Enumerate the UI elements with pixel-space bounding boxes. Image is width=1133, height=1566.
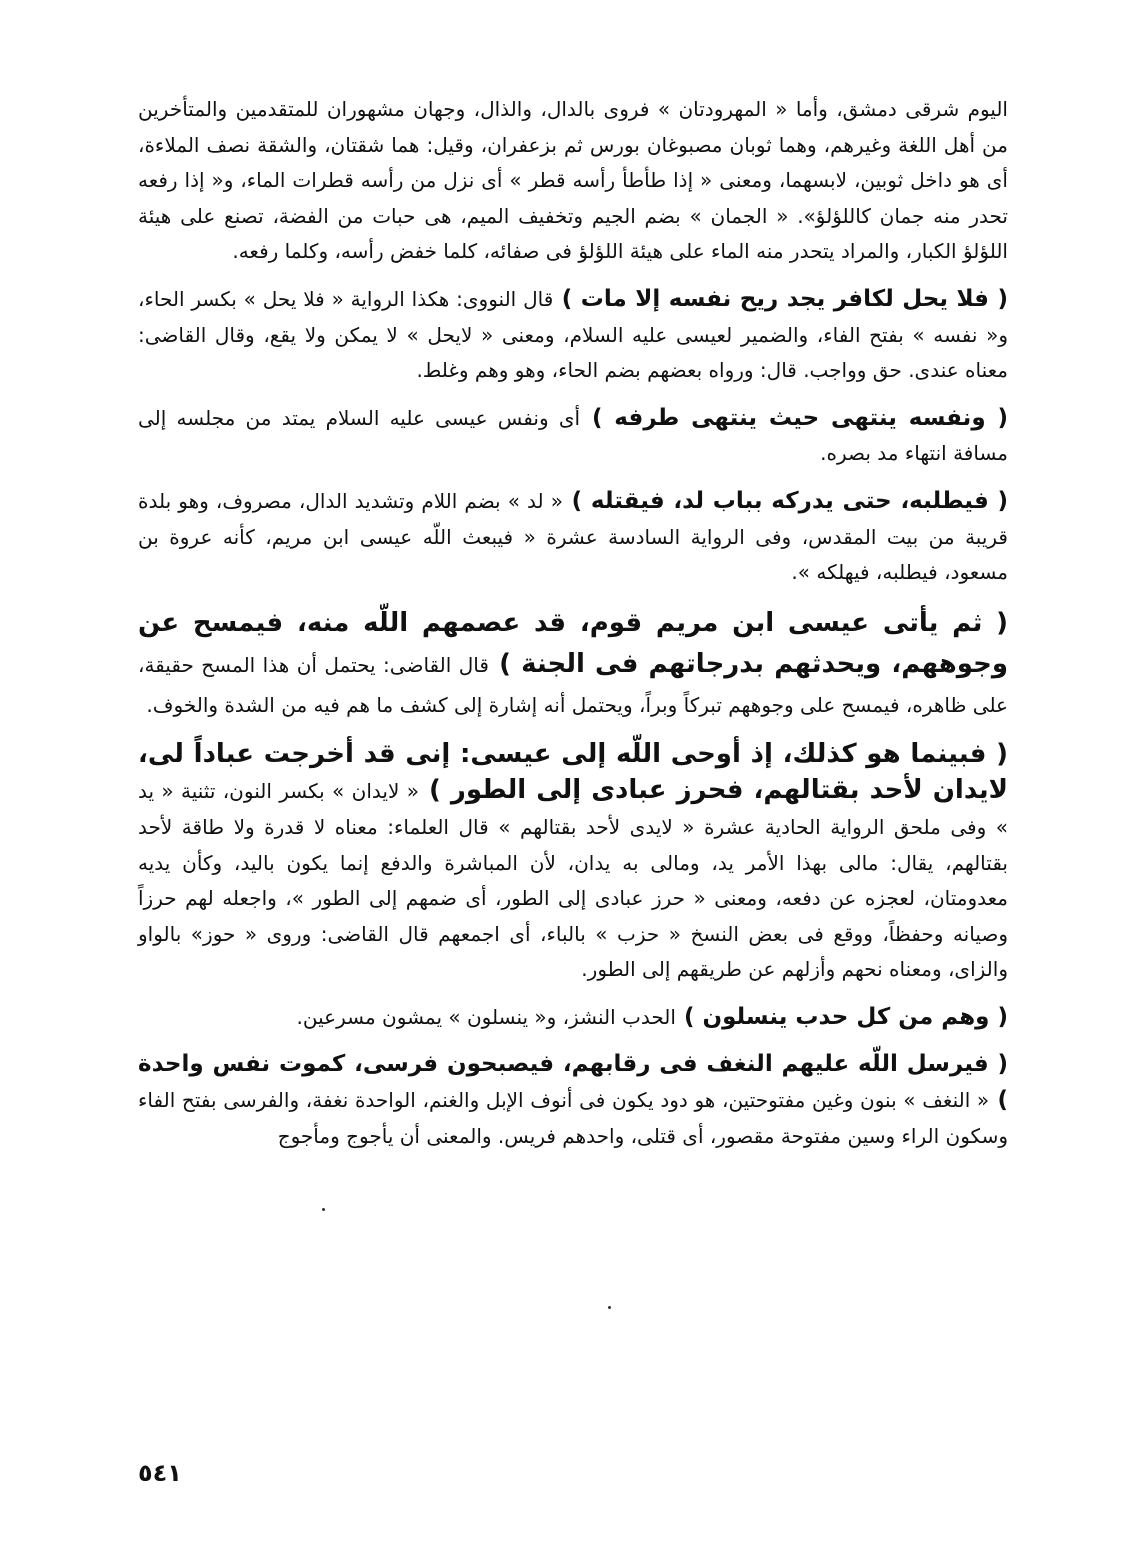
paragraph-6 xyxy=(138,737,1008,988)
paragraph-8-heading: ( فيرسل اللّه عليهم النغف فى رقابهم، فيصبحون فرسى، كموت نفس واحدة ) xyxy=(138,1051,1008,1114)
paragraph-7 xyxy=(138,1000,1008,1036)
paragraph-2-body: قال النووى: هكذا الرواية « فلا يحل » بكسر الحاء، و« نفسه » بفتح الفاء، والضمير لعيسى عليه السلام، ومعنى « لايحل » لا يمكن ولا يقع، وقال القاضى: معناه عندى. حق وواجب. قال: ورواه بعضهم بضم الحاء، وهو وهم وغلط. xyxy=(138,286,1008,383)
paragraph-8 xyxy=(138,1047,1008,1154)
paragraph-8-body: « النغف » بنون وغين مفتوحتين، هو دود يكون فى أنوف الإبل والغنم، الواحدة نغفة، والفرسى بفتح الفاء وسكون الراء وسين مفتوحة مقصور، أى قتلى، واحدهم فريس. والمعنى أن يأجوج ومأجوج xyxy=(138,1088,1008,1148)
paragraph-1-body: اليوم شرقى دمشق، وأما « المهرودتان » فروى بالدال، والذال، وجهان مشهوران للمتقدمين والمتأخرين من أهل اللغة وغيرهم، وهما ثوبان مصبوغان بورس ثم بزعفران، وقيل: هما شقتان، والشقة نصف الملاءة، أى هو داخل ثوبين، لابسهما، ومعنى « إذا طأطأ رأسه قطر » أى نزل من رأسه قطرات الماء، و« إذا رفعه تحدر منه جمان كاللؤلؤ». « الجمان » بضم الجيم وتخفيف الميم، هى حبات من الفضة، تصنع على هيئة اللؤلؤ الكبار، والمراد يتحدر منه الماء على هيئة اللؤلؤ فى صفائه، كلما خفض رأسه، وكلما رفعه. xyxy=(138,97,1008,264)
paragraph-6-body: « لايدان » بكسر النون، تثنية « يد » وفى ملحق الرواية الحادية عشرة « لايدى لأحد بقتالهم » قال العلماء: معناه لا قدرة ولا طاقة لأحد بقتالهم، يقال: مالى بهذا الأمر يد، ومالى به يدان، لأن المباشرة والدفع إنما يكون باليد، وكأن يديه معدومتان، لعجزه عن دفعه، ومعنى « حرز عبادى إلى الطور، أى ضمهم إلى الطور »، واجعله لهم حرزاً وصيانه وحفظاً، ووقع فى بعض النسخ « حزب » بالباء، أى اجمعهم قال القاضى: وروى « حوز» بالواو والزاى، ومعناه نحهم وأزلهم عن طريقهم إلى الطور. xyxy=(138,779,1008,982)
scan-speck xyxy=(322,1208,325,1211)
paragraph-5 xyxy=(138,603,1008,725)
page-number: ٥٤١ xyxy=(138,1459,182,1487)
paragraph-7-heading: ( وهم من كل حدب ينسلون ) xyxy=(675,1003,1008,1030)
paragraph-5-heading: ( ثم يأتى عيسى ابن مريم قوم، قد عصمهم اللّه منه، فيمسح عن وجوههم، ويحدثهم بدرجاتهم فى الجنة ) xyxy=(138,607,1008,679)
paragraph-7-body: الحدب النشز، و« ينسلون » يمشون مسرعين. xyxy=(296,1004,676,1029)
paragraph-3-heading: ( ونفسه ينتهى حيث ينتهى طرفه ) xyxy=(580,404,1008,431)
paragraph-6-heading: ( فبينما هو كذلك، إذ أوحى اللّه إلى عيسى: إنى قد أخرجت عباداً لى، لايدان لأحد بقتالهم، فحرز عبادى إلى الطور ) xyxy=(138,738,1008,806)
paragraph-3 xyxy=(138,401,1008,472)
paragraph-5-body: قال القاضى: يحتمل أن هذا المسح حقيقة، على ظاهره، فيمسح على وجوههم تبركاً وبراً، ويحتمل أنه إشارة إلى كشف ما هم فيه من الشدة والخوف. xyxy=(138,652,1008,717)
paragraph-4 xyxy=(138,484,1008,591)
scan-speck xyxy=(608,1306,611,1309)
paragraph-4-body: « لد » بضم اللام وتشديد الدال، مصروف، وهو بلدة قريبة من بيت المقدس، وفى الرواية السادسة عشرة « فيبعث اللّه عيسى ابن مريم، كأنه عروة بن مسعود، فيطلبه، فيهلكه ». xyxy=(138,488,1008,585)
paragraph-4-heading: ( فيطلبه، حتى يدركه بباب لد، فيقتله ) xyxy=(562,487,1008,514)
page-text-block xyxy=(138,92,1008,1154)
paragraph-3-body: أى ونفس عيسى عليه السلام يمتد من مجلسه إلى مسافة انتهاء مد بصره. xyxy=(138,405,1008,466)
paragraph-1 xyxy=(138,92,1008,270)
paragraph-2 xyxy=(138,282,1008,389)
paragraph-2-heading: ( فلا يحل لكافر يجد ريح نفسه إلا مات ) xyxy=(553,285,1008,312)
